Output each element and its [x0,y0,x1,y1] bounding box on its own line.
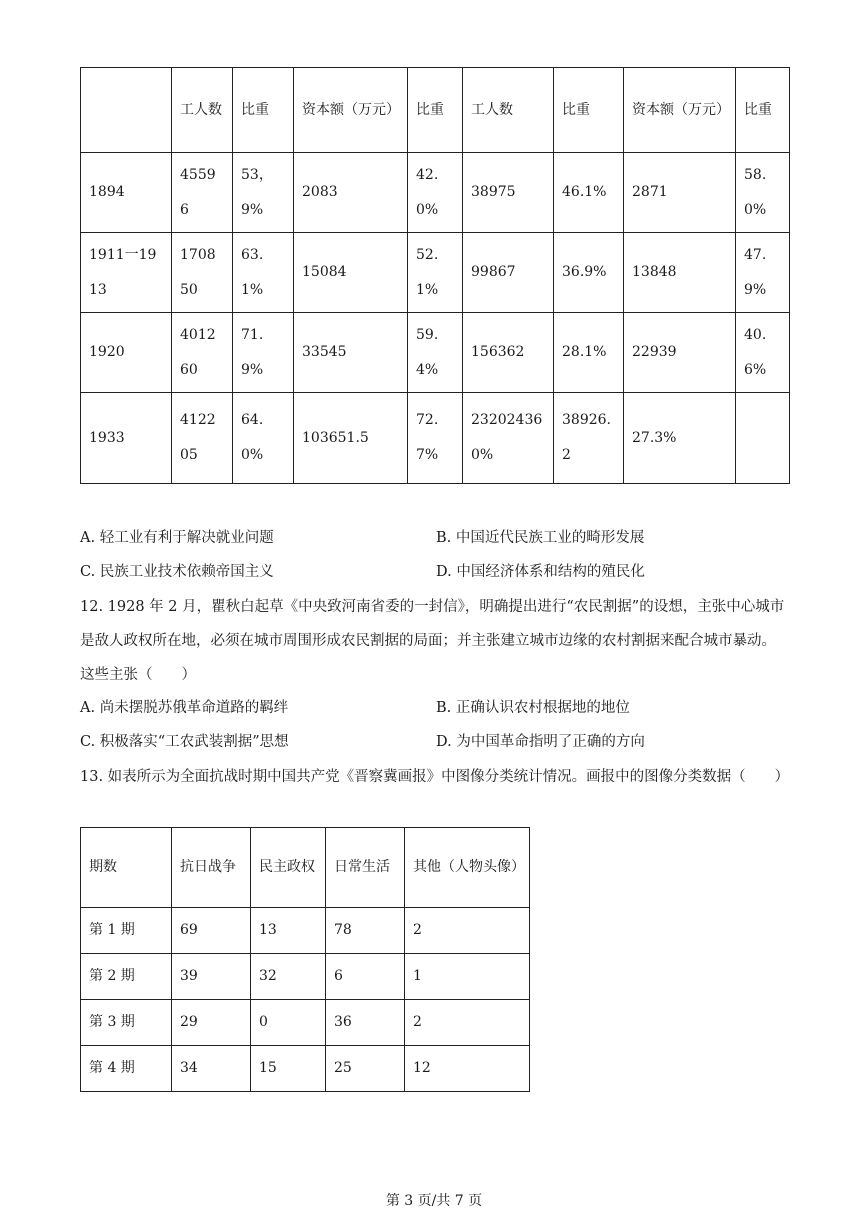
header-cell: 日常生活 [326,828,405,908]
header-cell [81,68,172,153]
q12-stem: 12. 1928 年 2 月，瞿秋白起草《中央致河南省委的一封信》，明确提出进行“农民割据”的设想，主张中心城市是敌人政权所在地，必须在城市周围形成农民割据的局面；并主张建立城市边缘的农村割据来配合城市暴动。这些主张（ ） [80,599,785,683]
header-cell: 工人数 [463,68,554,153]
table-cell: 156362 [463,313,554,393]
table-cell: 12 [405,1046,530,1092]
table-cell: 34 [172,1046,251,1092]
table-cell: 28.1% [554,313,624,393]
table-cell: 78 [326,908,405,954]
table-cell: 53，9% [233,153,294,233]
table-cell: 6 [326,954,405,1000]
table-cell: 412205 [172,393,233,484]
header-cell: 民主政权 [251,828,326,908]
q12-option-b: B. 正确认识农村根据地的地位 [436,700,630,716]
table-cell: 1920 [81,313,172,393]
header-cell: 比重 [233,68,294,153]
table-cell: 40.6% [736,313,790,393]
header-cell: 资本额（万元） [624,68,736,153]
header-cell: 资本额（万元） [294,68,408,153]
q12-option-d: D. 为中国革命指明了正确的方向 [436,734,645,750]
q12-option-a: A. 尚未摆脱苏俄革命道路的羁绊 [80,700,289,716]
q11-option-a: A. 轻工业有利于解决就业问题 [80,530,274,546]
table-cell: 2871 [624,153,736,233]
table-cell: 59.4% [408,313,463,393]
table-row [81,1046,530,1092]
table-cell: 71.9% [233,313,294,393]
table-cell: 22939 [624,313,736,393]
table-row [81,954,530,1000]
table-header-row [81,68,790,153]
table-cell: 29 [172,1000,251,1046]
table-cell: 第 2 期 [81,954,172,1000]
table-cell: 45596 [172,153,233,233]
table-row [81,153,790,233]
table-cell: 52.1% [408,233,463,313]
table-cell: 63.1% [233,233,294,313]
table-cell: 103651.5 [294,393,408,484]
q12-option-c: C. 积极落实“工农武装割据”思想 [80,734,289,750]
table-cell: 1894 [81,153,172,233]
table-cell: 401260 [172,313,233,393]
table-cell: 69 [172,908,251,954]
q13-stem: 13. 如表所示为全面抗战时期中国共产党《晋察冀画报》中图像分类统计情况。画报中的图像分类数据（ ） [80,769,790,785]
table-header-row [81,828,530,908]
pictorial-classification-table [80,827,530,1092]
table-cell: 第 3 期 [81,1000,172,1046]
table-cell: 42.0% [408,153,463,233]
table-row [81,393,790,484]
table-cell: 1911一1913 [81,233,172,313]
table-cell: 15084 [294,233,408,313]
table-cell: 58.0% [736,153,790,233]
table-cell: 2083 [294,153,408,233]
header-cell: 期数 [81,828,172,908]
table-cell: 第 1 期 [81,908,172,954]
q11-option-b: B. 中国近代民族工业的畸形发展 [436,530,645,546]
table-cell: 39 [172,954,251,1000]
table-cell: 13 [251,908,326,954]
header-cell: 其他（人物头像） [405,828,530,908]
q11-option-d: D. 中国经济体系和结构的殖民化 [436,564,645,580]
table-cell: 0 [251,1000,326,1046]
table-cell: 第 4 期 [81,1046,172,1092]
table-cell: 72.7% [408,393,463,484]
header-cell: 比重 [554,68,624,153]
table-row [81,908,530,954]
table-cell: 64.0% [233,393,294,484]
header-cell: 抗日战争 [172,828,251,908]
table-cell: 25 [326,1046,405,1092]
table-cell: 36 [326,1000,405,1046]
table-cell: 32 [251,954,326,1000]
table-cell: 46.1% [554,153,624,233]
table-row [81,233,790,313]
table-cell: 47.9% [736,233,790,313]
industry-statistics-table [80,67,790,484]
table-cell: 1 [405,954,530,1000]
table-cell: 13848 [624,233,736,313]
table-cell: 15 [251,1046,326,1092]
table-cell: 232024360% [463,393,554,484]
table-cell: 38975 [463,153,554,233]
table-cell [736,393,790,484]
table-cell: 33545 [294,313,408,393]
header-cell: 工人数 [172,68,233,153]
table-cell: 99867 [463,233,554,313]
table-row [81,1000,530,1046]
page-footer: 第 3 页/共 7 页 [385,1193,483,1209]
table-cell: 36.9% [554,233,624,313]
table-cell: 38926.2 [554,393,624,484]
table-cell: 2 [405,908,530,954]
table-cell: 1933 [81,393,172,484]
table-cell: 170850 [172,233,233,313]
table-row [81,313,790,393]
table-cell: 2 [405,1000,530,1046]
q11-option-c: C. 民族工业技术依赖帝国主义 [80,564,274,580]
header-cell: 比重 [408,68,463,153]
table-cell: 27.3% [624,393,736,484]
header-cell: 比重 [736,68,790,153]
